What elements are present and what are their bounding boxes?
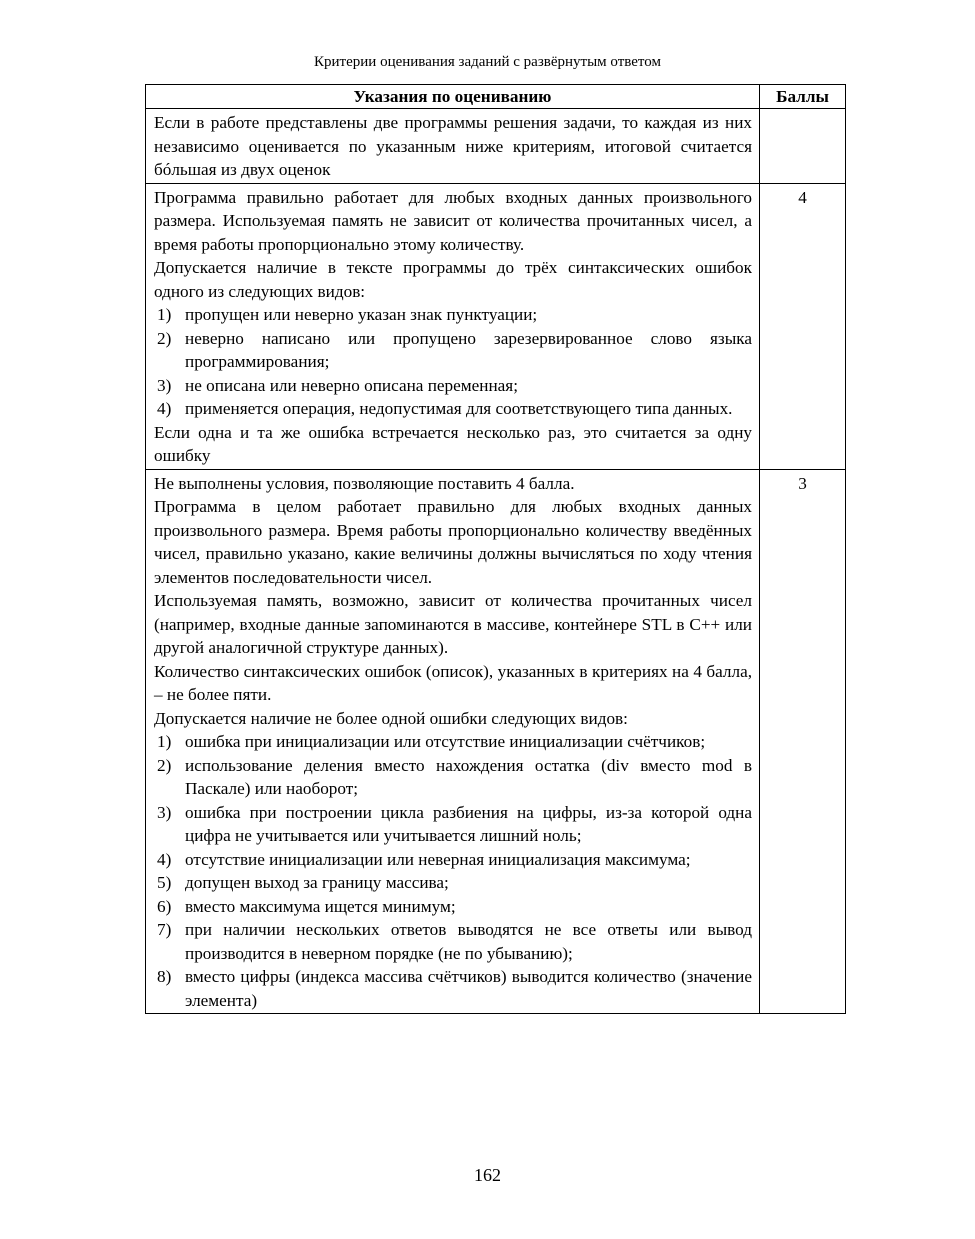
list-item-text: неверно написано или пропущено зарезервированное слово языка программирования; [185,328,752,371]
list-item-text: ошибка при инициализации или отсутствие инициализации счётчиков; [185,732,706,751]
points-value-3: 3 [760,469,846,1014]
criteria-3-cell [146,469,760,1014]
list-item [154,303,752,327]
list-item-number: 8) [157,967,172,986]
criteria-3-paragraph: Используемая память, возможно, зависит от количества прочитанных чисел (например, входные данные запоминаются в массиве, контейнере STL в C++ или другой аналогичной структуре данных). [154,591,752,657]
list-item-number: 2) [157,328,172,348]
list-item [154,895,752,919]
criteria-4-error-list [154,303,752,421]
intro-points [760,109,846,184]
criteria-3-paragraph: Количество синтаксических ошибок (описок), указанных в критериях на 4 балла, – не более пяти. [154,661,752,704]
points-value-4: 4 [760,183,846,469]
criteria-row-3-points [146,469,846,1014]
criteria-4-paragraph: Допускается наличие в тексте программы до трёх синтаксических ошибок одного из следующих видов: [154,258,752,301]
list-item-text: использование деления вместо нахождения остатка (div вместо mod в Паскале) или наоборот; [185,755,752,798]
table-header-row [146,85,846,109]
criteria-column-header: Указания по оцениванию [146,85,760,109]
list-item-number: 3) [157,375,172,395]
list-item [154,918,752,965]
list-item-text: не описана или неверно описана переменная; [185,375,518,395]
criteria-3-paragraph: Программа в целом работает правильно для любых входных данных произвольного размера. Время работы пропорционально количеству введённых чисел, правильно указано, какие величины должны вычисляться по ходу чтения элементов последовательности чисел. [154,497,752,587]
list-item [154,871,752,895]
list-item [154,965,752,1012]
list-item-text: допущен выход за границу массива; [185,873,449,892]
list-item-text: ошибка при построении цикла разбиения на цифры, из-за которой одна цифра не учитывается или учитывается лишний ноль; [185,802,752,845]
list-item-text: отсутствие инициализации или неверная инициализация максимума; [185,849,691,869]
list-item-text: при наличии нескольких ответов выводятся не все ответы или вывод производится в неверном порядке (не по убыванию); [185,920,752,963]
list-item-number: 5) [157,873,172,892]
list-item-number: 4) [157,849,172,869]
list-item [154,801,752,848]
list-item-text: вместо цифры (индекса массива счётчиков) выводится количество (значение элемента) [185,967,752,1010]
list-item [154,730,752,754]
list-item-number: 1) [157,305,172,324]
page-number: 162 [474,1165,501,1185]
criteria-4-paragraph: Программа правильно работает для любых входных данных произвольного размера. Используемая память не зависит от количества прочитанных чисел, а время работы пропорционально этому количеству. [154,187,752,254]
list-item-text: применяется операция, недопустимая для соответствующего типа данных. [185,399,733,418]
list-item [154,397,752,421]
criteria-row-4-points [146,183,846,469]
list-item-text: пропущен или неверно указан знак пунктуации; [185,305,538,324]
list-item-number: 4) [157,399,172,418]
list-item-text: вместо максимума ищется минимум; [185,896,456,916]
list-item-number: 7) [157,920,172,939]
criteria-3-paragraph: Допускается наличие не более одной ошибки следующих видов: [154,708,628,728]
intro-text: Если в работе представлены две программы решения задачи, то каждая из них независимо оценивается по указанным ниже критериям, итоговой считается бóльшая из двух оценок [146,109,760,184]
criteria-3-paragraph: Не выполнены условия, позволяющие поставить 4 балла. [154,473,575,493]
criteria-3-error-list [154,730,752,1012]
list-item [154,848,752,872]
intro-row [146,109,846,184]
list-item-number: 1) [157,732,172,751]
list-item [154,754,752,801]
list-item [154,374,752,398]
list-item-number: 6) [157,896,172,916]
page-header: Критерии оценивания заданий с развёрнутым ответом [314,54,661,70]
criteria-4-cell [146,183,760,469]
list-item [154,327,752,374]
list-item-number: 3) [157,802,172,822]
points-column-header: Баллы [760,85,846,109]
grading-criteria-table [145,84,846,1014]
list-item-number: 2) [157,755,172,775]
criteria-4-paragraph: Если одна и та же ошибка встречается несколько раз, это считается за одну ошибку [154,422,752,465]
